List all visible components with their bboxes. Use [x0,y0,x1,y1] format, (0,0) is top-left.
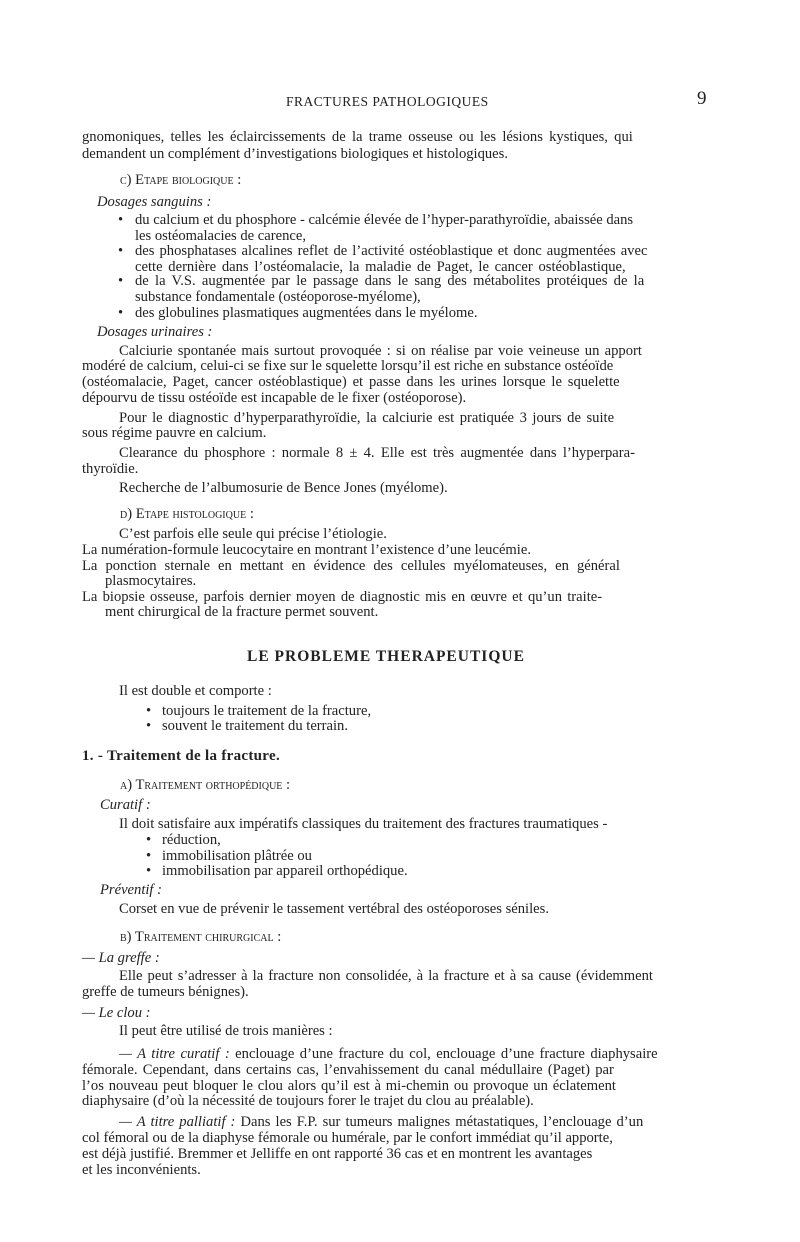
text-line: cette dernière dans l’ostéomalacie, la maladie de Paget, le cancer ostéoblastique, [135,259,626,275]
lead-label: — A titre curatif : [119,1046,230,1062]
text-line: les ostéomalacies de carence, [135,228,306,244]
text-line: l’os nouveau peut bloquer le clou alors qu’il est à mi-chemin ou provoque un éclatement [82,1078,616,1094]
subheading-dosages-urinaires: Dosages urinaires : [97,324,213,340]
text-line: Calciurie spontanée mais surtout provoquée : si on réalise par voie veineuse un apport [119,343,642,359]
text-run: enclouage d’une fracture du col, enclouage d’une fracture diaphysaire [235,1046,658,1062]
subheading-clou: — Le clou : [82,1005,151,1021]
bullet: • [146,832,152,848]
heading-traitement-chirurgical: b) Traitement chirurgical : [120,929,282,945]
text-line: demandent un complément d’investigations biologiques et histologiques. [82,146,508,162]
text-line: et les inconvénients. [82,1162,201,1178]
bullet: • [146,703,152,719]
list-item: immobilisation par appareil orthopédique. [162,863,408,879]
running-title: FRACTURES PATHOLOGIQUES [286,94,489,109]
bullet: • [146,848,152,864]
list-item: toujours le traitement de la fracture, [162,703,372,719]
list-item: souvent le traitement du terrain. [162,718,349,734]
text-line: est déjà justifié. Bremmer et Jelliffe en ont rapporté 36 cas et en montrent les avantages [82,1146,593,1162]
text-line: La biopsie osseuse, parfois dernier moyen de diagnostic mis en œuvre et qu’un traite- [82,589,603,605]
heading-traitement-orthopedique: a) Traitement orthopédique : [120,777,291,793]
text-line: Il doit satisfaire aux impératifs classiques du traitement des fractures traumatiques - [119,816,608,832]
text-line: Recherche de l’albumosurie de Bence Jones (myélome). [119,480,448,496]
text-line: Corset en vue de prévenir le tassement vertébral des ostéoporoses séniles. [119,901,549,917]
list-item: des phosphatases alcalines reflet de l’activité ostéoblastique et donc augmentées avec [135,243,648,259]
text-line: diaphysaire (d’où la nécessité de toujours forer le trajet du clou au préalable). [82,1093,534,1109]
section-heading-biologique: c) Etape biologique : [120,172,242,188]
text-line: substance fondamentale (ostéoporose-myélome), [135,289,421,305]
text-line: Il est double et comporte : [119,683,272,699]
text-line [119,1114,643,1131]
text-line: ment chirurgical de la fracture permet souvent. [105,604,379,620]
text-line: Pour le diagnostic d’hyperparathyroïdie, la calciurie est pratiquée 3 jours de suite [119,410,615,426]
text-line: Il peut être utilisé de trois manières : [119,1023,333,1039]
list-item: du calcium et du phosphore - calcémie élevée de l’hyper-parathyroïdie, abaissée dans [135,212,634,228]
subheading-greffe: — La greffe : [82,950,160,966]
text-line: gnomoniques, telles les éclaircissements de la trame osseuse ou les lésions kystiques, qui [82,129,633,145]
text-line: thyroïdie. [82,461,139,477]
text-line: dépourvu de tissu ostéoïde est incapable de le fixer (ostéoporose). [82,390,467,406]
text-line: plasmocytaires. [105,573,197,589]
subheading-curatif: Curatif : [100,797,151,813]
text-line: Elle peut s’adresser à la fracture non consolidée, à la fracture et à sa cause (évidemment [119,968,653,984]
text-line: (ostéomalacie, Paget, cancer ostéoblastique) et passe dans les urines lorsque le squelette [82,374,620,390]
bullet: • [118,212,124,228]
list-item: immobilisation plâtrée ou [162,848,312,864]
text-line: modéré de calcium, celui-ci se fixe sur le squelette lorsqu’il est riche en substance ostéoïde [82,358,614,374]
bullet: • [118,243,124,259]
text-line: La numération-formule leucocytaire en montrant l’existence d’une leucémie. [82,542,531,558]
lead-label: — A titre palliatif : [119,1114,236,1130]
section-heading-histologique: d) Etape histologique : [120,506,254,522]
text-line: La ponction sternale en mettant en évidence des cellules myélomateuses, en général [82,558,620,574]
list-item: réduction, [162,832,221,848]
text-line [119,1046,658,1063]
list-item: de la V.S. augmentée par le passage dans le sang des métabolites protéiques de la [135,273,645,289]
bullet: • [118,273,124,289]
section-title: LE PROBLEME THERAPEUTIQUE [247,648,525,665]
bullet: • [118,305,124,321]
bullet: • [146,863,152,879]
list-item: des globulines plasmatiques augmentées dans le myélome. [135,305,478,321]
subheading-dosages-sanguins: Dosages sanguins : [97,194,212,210]
text-line: C’est parfois elle seule qui précise l’étiologie. [119,526,387,542]
subheading-preventif: Préventif : [100,882,162,898]
text-line: sous régime pauvre en calcium. [82,425,267,441]
text-run: Dans les F.P. sur tumeurs malignes métastatiques, l’enclouage d’un [240,1114,644,1130]
bullet: • [146,718,152,734]
text-line: greffe de tumeurs bénignes). [82,984,249,1000]
text-line: col fémoral ou de la diaphyse fémorale ou humérale, par le confort immédiat qu’il apporte, [82,1130,613,1146]
page-number: 9 [697,88,707,109]
text-line: Clearance du phosphore : normale 8 ± 4. Elle est très augmentée dans l’hyperpara- [119,445,635,461]
text-line: fémorale. Cependant, dans certains cas, l’envahissement du canal médullaire (Paget) par [82,1062,614,1078]
subsection-heading: 1. - Traitement de la fracture. [82,748,280,764]
